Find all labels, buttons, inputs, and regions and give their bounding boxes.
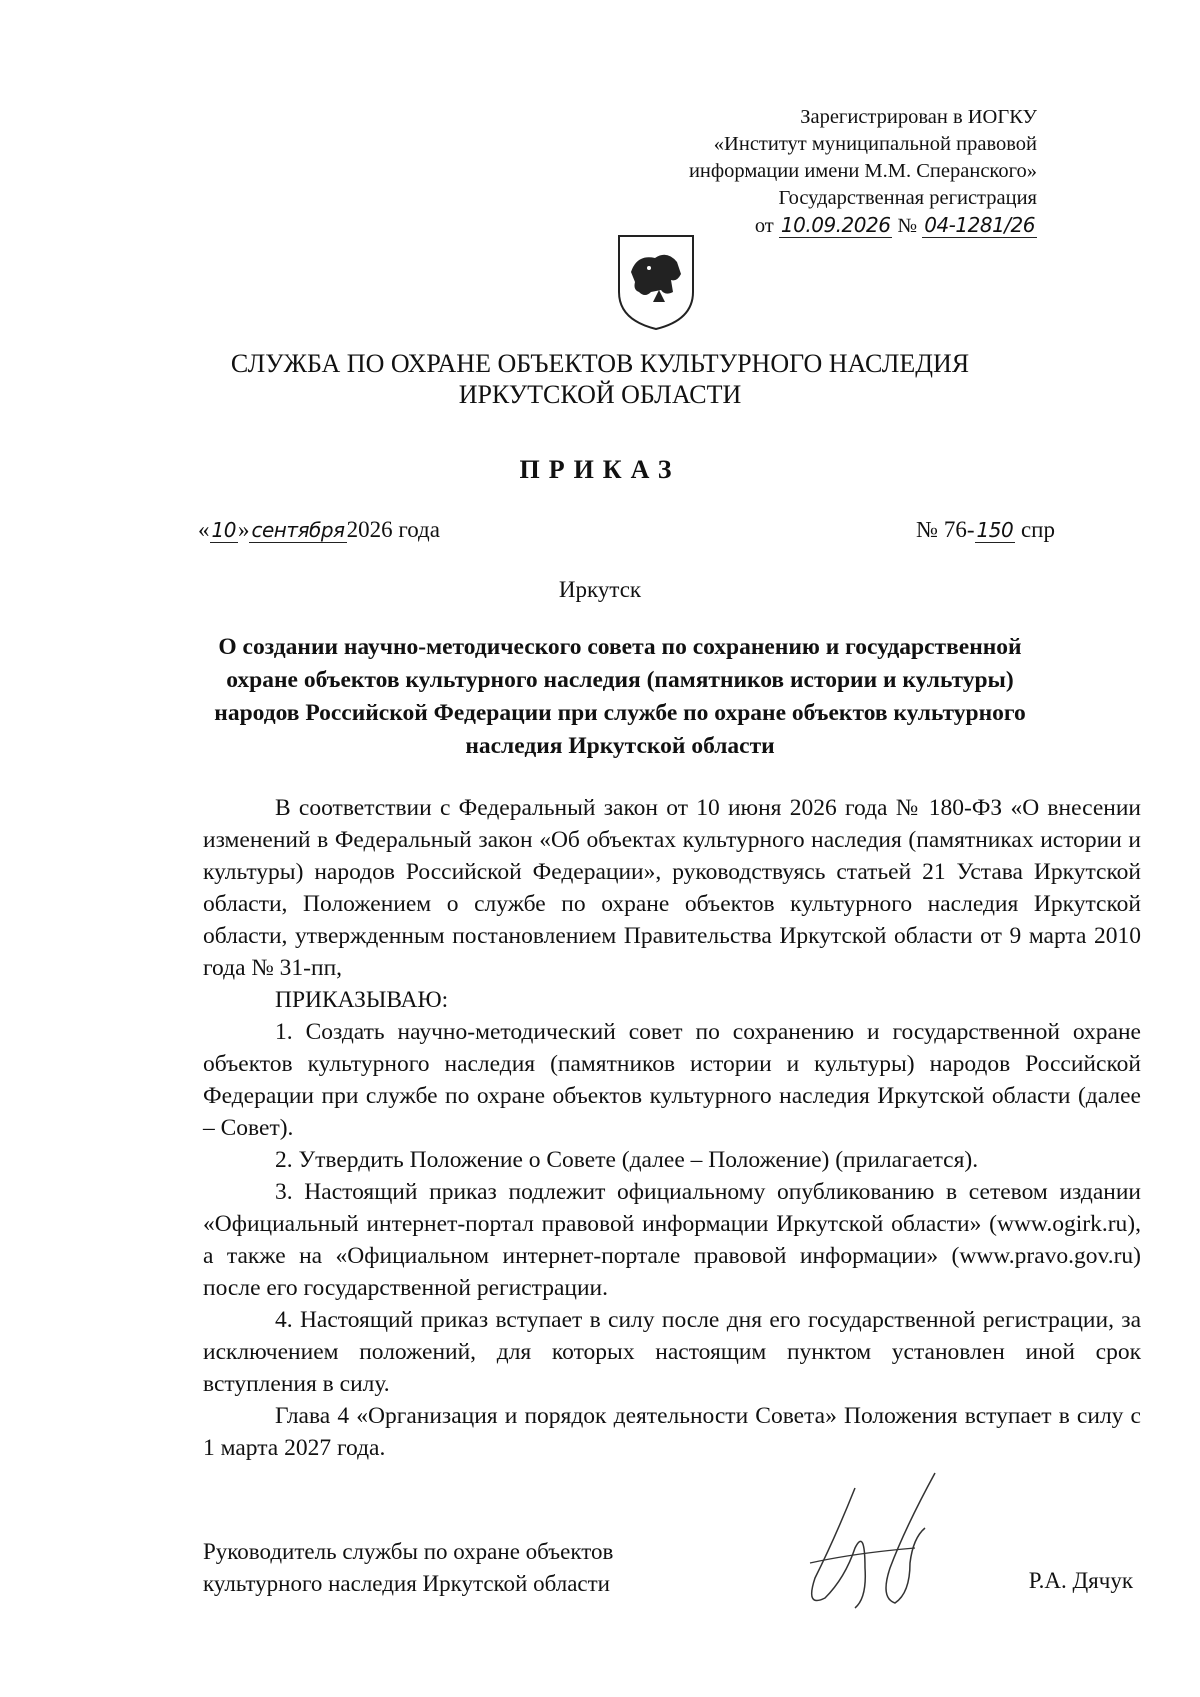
order-item-1: 1. Создать научно-методический совет по сохранению и государственной охране объектов культурного наследия (памятников истории и культуры) народов Российской Федерации при службе по охране объектов культурного наследия Иркутской области (далее – Совет). xyxy=(203,1019,1141,1141)
irkutsk-coat-of-arms-icon xyxy=(615,232,697,332)
date-month-handwritten: сентября xyxy=(251,518,345,542)
registration-date-number-line xyxy=(689,212,1037,240)
order-number xyxy=(916,517,1055,543)
signatory-title xyxy=(203,1536,613,1600)
registration-line-2: «Институт муниципальной правовой xyxy=(713,133,1037,155)
order-word: ПРИКАЗЫВАЮ: xyxy=(275,987,449,1013)
date-open-quote: « xyxy=(198,517,210,542)
preamble-paragraph: В соответствии с Федеральный закон от 10 июня 2026 года № 180-ФЗ «О внесении изменений в Федеральный закон «Об объектах культурного наследия (памятниках истории и культуры) народов Российской Федерации», руководствуясь статьей 21 Устава Иркутской области, Положением о службе по охране объектов культурного наследия Иркутской области, утвержденным постановлением Правительства Иркутской области от 9 марта 2010 года № 31-пп, xyxy=(203,795,1141,981)
date-day-handwritten: 10 xyxy=(211,518,236,542)
number-handwritten: 150 xyxy=(976,518,1014,542)
document-type: ПРИКАЗ xyxy=(519,455,681,484)
order-item-4: 4. Настоящий приказ вступает в силу после дня его государственной регистрации, за исключением положений, для которых настоящим пунктом установлен иной срок вступления в силу. xyxy=(203,1307,1141,1397)
date-close-quote: » xyxy=(237,517,250,542)
agency-name xyxy=(0,348,1200,410)
signatory-title-line-1: Руководитель службы по охране объектов xyxy=(203,1539,614,1564)
registration-from-label: от xyxy=(754,215,774,237)
number-prefix: № 76- xyxy=(916,517,975,542)
order-item-3: 3. Настоящий приказ подлежит официальному опубликованию в сетевом издании «Официальный интернет-портал правовой информации Иркутской области» (www.ogirk.ru), а также на «Официальном интернет-портале правовой информации» (www.pravo.gov.ru) после его государственной регистрации. xyxy=(203,1179,1141,1301)
signatory-title-line-2: культурного наследия Иркутской области xyxy=(203,1571,610,1596)
registration-date-handwritten: 10.09.2026 xyxy=(780,213,891,237)
registration-block xyxy=(689,104,1037,240)
city: Иркутск xyxy=(558,577,642,602)
agency-name-line-1: СЛУЖБА ПО ОХРАНЕ ОБЪЕКТОВ КУЛЬТУРНОГО НАСЛЕДИЯ xyxy=(230,349,970,378)
registration-line-1: Зарегистрирован в ИОГКУ xyxy=(800,106,1037,128)
order-date xyxy=(198,517,440,543)
registration-no-label: № xyxy=(897,215,918,237)
document-title: О создании научно-методического совета по сохранению и государственной охране объектов культурного наследия (памятников истории и культуры) народов Российской Федерации при службе по охране объектов культурного наследия Иркутской области xyxy=(214,634,1026,759)
registration-line-4: Государственная регистрация xyxy=(778,187,1037,209)
order-item-4-chapter-note: Глава 4 «Организация и порядок деятельности Совета» Положения вступает в силу с 1 марта 2027 года. xyxy=(203,1403,1141,1461)
handwritten-signature xyxy=(795,1468,965,1618)
number-suffix: спр xyxy=(1015,517,1055,542)
date-year: 2026 года xyxy=(346,517,440,542)
registration-line-3: информации имени М.М. Сперанского» xyxy=(688,160,1037,182)
signatory-name: Р.А. Дячук xyxy=(1028,1568,1133,1593)
agency-name-line-2: ИРКУТСКОЙ ОБЛАСТИ xyxy=(458,380,742,409)
order-item-2: 2. Утвердить Положение о Совете (далее – Положение) (прилагается). xyxy=(275,1147,979,1173)
document-body xyxy=(203,792,1141,1464)
registration-number-handwritten: 04-1281/26 xyxy=(924,213,1035,237)
